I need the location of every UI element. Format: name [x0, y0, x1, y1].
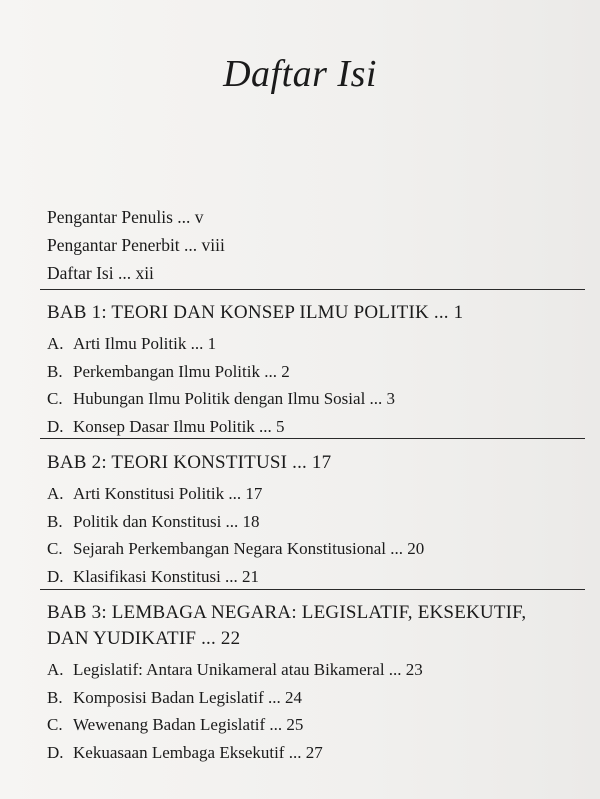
front-matter-item: Daftar Isi ... xii — [47, 263, 154, 283]
item-letter: A. — [47, 484, 64, 503]
chapter-3 — [47, 600, 587, 766]
item-letter: C. — [47, 539, 63, 558]
list-item — [47, 656, 587, 684]
item-text: Arti Ilmu Politik ... 1 — [73, 334, 217, 353]
chapter-heading: BAB 1: TEORI DAN KONSEP ILMU POLITIK ... 1 — [47, 302, 464, 323]
item-letter: C. — [47, 389, 63, 408]
page-title: Daftar Isi — [223, 53, 377, 95]
item-text: Hubungan Ilmu Politik dengan Ilmu Sosial ... 3 — [73, 389, 396, 408]
section-divider — [40, 289, 585, 290]
chapter-item-list — [47, 656, 587, 766]
chapter-item-list — [47, 330, 587, 440]
list-item — [47, 358, 587, 386]
item-letter: B. — [47, 687, 63, 707]
list-item — [47, 739, 587, 767]
item-letter: A. — [47, 334, 64, 353]
item-text: Legislatif: Antara Unikameral atau Bikameral ... 23 — [73, 660, 423, 679]
list-item — [47, 385, 587, 413]
list-item — [47, 684, 587, 712]
item-text: Klasifikasi Konstitusi ... 21 — [73, 566, 260, 586]
item-text: Wewenang Badan Legislatif ... 25 — [73, 715, 304, 734]
front-matter-item: Pengantar Penulis ... v — [47, 207, 204, 227]
chapter-item-list — [47, 480, 587, 590]
chapter-2 — [47, 450, 587, 590]
chapter-heading: BAB 3: LEMBAGA NEGARA: LEGISLATIF, EKSEKUTIF, — [47, 602, 527, 623]
list-item — [47, 508, 587, 536]
list-item — [47, 330, 587, 358]
item-text: Konsep Dasar Ilmu Politik ... 5 — [73, 416, 285, 436]
item-text: Perkembangan Ilmu Politik ... 2 — [73, 361, 290, 381]
chapter-heading-continued: DAN YUDIKATIF ... 22 — [47, 628, 241, 649]
list-item — [47, 563, 587, 591]
list-item — [47, 480, 587, 508]
list-item — [47, 413, 587, 441]
item-letter: C. — [47, 715, 63, 734]
item-text: Sejarah Perkembangan Negara Konstitusional ... 20 — [73, 539, 425, 558]
chapter-heading: BAB 2: TEORI KONSTITUSI ... 17 — [47, 452, 332, 473]
item-letter: D. — [47, 416, 64, 436]
section-divider — [40, 438, 585, 439]
chapter-1 — [47, 300, 587, 440]
item-text: Politik dan Konstitusi ... 18 — [73, 511, 260, 531]
item-letter: B. — [47, 511, 63, 531]
item-text: Kekuasaan Lembaga Eksekutif ... 27 — [73, 742, 323, 762]
item-letter: D. — [47, 566, 64, 586]
item-text: Komposisi Badan Legislatif ... 24 — [73, 687, 303, 707]
list-item — [47, 535, 587, 563]
list-item — [47, 711, 587, 739]
item-text: Arti Konstitusi Politik ... 17 — [73, 484, 263, 503]
front-matter-item: Pengantar Penerbit ... viii — [47, 235, 225, 255]
item-letter: B. — [47, 361, 63, 381]
section-divider — [40, 589, 585, 590]
item-letter: D. — [47, 742, 64, 762]
front-matter-list — [47, 203, 225, 287]
item-letter: A. — [47, 660, 64, 679]
